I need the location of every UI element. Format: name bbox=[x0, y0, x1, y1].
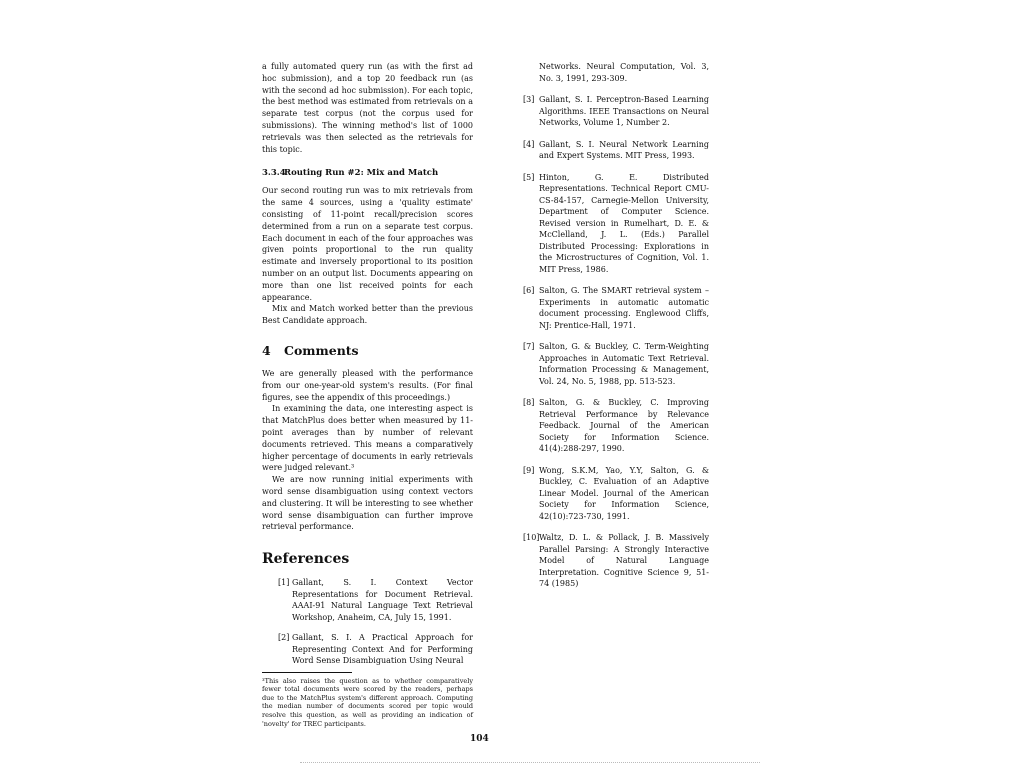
reference-text: Gallant, S. I. Context Vector Representations for Document Retrieval. AAAI-91 Natural Language Text Retrieval Workshop, Anaheim, CA, July 15, 1991. bbox=[292, 578, 473, 622]
subsection-heading bbox=[262, 168, 473, 178]
subsection-title: Routing Run #2: Mix and Match bbox=[284, 168, 439, 179]
comments-paragraph-1: We are generally pleased with the performance from our one-year-old system's results. (For final figures, see the appendix of this proceedings.) bbox=[262, 368, 473, 402]
reference-item bbox=[523, 172, 709, 276]
reference-text: Gallant, S. I. A Practical Approach for Representing Context And for Performing Word Sense Disambiguation Using Neural bbox=[292, 633, 473, 666]
references-heading: References bbox=[262, 551, 350, 568]
section-title: Comments bbox=[284, 342, 359, 358]
reference-continuation bbox=[523, 61, 709, 84]
reference-item bbox=[262, 632, 473, 667]
comments-paragraph-2: In examining the data, one interesting aspect is that MatchPlus does better when measured by 11-point averages than by number of relevant documents retrieved. This means a comparatively higher percentage of documents in early retrievals were judged relevant.³ bbox=[262, 404, 473, 473]
subsection-paragraph-1: Our second routing run was to mix retrievals from the same 4 sources, using a 'quality estimate' consisting of 11-point recall/precision scores determined from a run on a separate test corpus. Each document in each of the four approaches was given points proportional to the run quality estimate and inversely proportional to its position number on an output list. Documents appearing on more than one list received points for each appearance. bbox=[262, 186, 473, 302]
reference-number: [5] bbox=[523, 172, 535, 182]
reference-number: [9] bbox=[523, 465, 535, 475]
reference-item bbox=[523, 285, 709, 331]
reference-item bbox=[262, 577, 473, 623]
intro-paragraph: a fully automated query run (as with the first ad hoc submission), and a top 20 feedback run (as with the second ad hoc submission). For each topic, the best method was estimated from retrievals on a separate test corpus (not the corpus used for submissions). The winning method's list of 1000 retrievals was then selected as the retrievals for this topic. bbox=[262, 62, 473, 154]
reference-number: [8] bbox=[523, 398, 535, 407]
reference-text: Gallant, S. I. Perceptron-Based Learning Algorithms. IEEE Transactions on Neural Networks, Volume 1, Number 2. bbox=[539, 95, 709, 127]
footnote: ³This also raises the question as to whether comparatively fewer total documents were scored by the readers, perhaps due to the MatchPlus system's different approach. Computing the median number of documents scored per topic would resolve this question, as well as providing an indication of 'novelty' for TREC participants. bbox=[262, 676, 473, 728]
reference-number: [2] bbox=[278, 633, 290, 643]
reference-text: Salton, G. The SMART retrieval system – Experiments in automatic automatic document processing. Englewood Cliffs, NJ: Prentice-Hall, 1971. bbox=[539, 286, 709, 330]
reference-text: Networks. Neural Computation, Vol. 3, No. 3, 1991, 293-309. bbox=[539, 62, 709, 83]
reference-text: Wong, S.K.M, Yao, Y.Y, Salton, G. & Buckley, C. Evaluation of an Adaptive Linear Model. Journal of the American Society for Information Science, 42(10):723-730, 1991. bbox=[539, 465, 709, 521]
section-heading bbox=[262, 343, 473, 358]
section-number: 4 bbox=[262, 342, 271, 358]
page-number: 104 bbox=[470, 734, 489, 744]
reference-number: [1] bbox=[278, 578, 290, 588]
scan-edge-divider bbox=[300, 762, 760, 764]
reference-item bbox=[523, 532, 709, 590]
reference-text: Salton, G. & Buckley, C. Improving Retrieval Performance by Relevance Feedback. Journal of the American Society for Information Science. 41(4):288-297, 1990. bbox=[539, 398, 709, 453]
left-column bbox=[262, 61, 473, 728]
reference-text: Waltz, D. L. & Pollack, J. B. Massively Parallel Parsing: A Strongly Interactive Model of Natural Language Interpretation. Cognitive Science 9, 51-74 (1985) bbox=[539, 533, 709, 588]
reference-text: Salton, G. & Buckley, C. Term-Weighting Approaches in Automatic Text Retrieval. Information Processing & Management, Vol. 24, No. 5, 1988, pp. 513-523. bbox=[539, 342, 709, 386]
subsection-paragraph-2: Mix and Match worked better than the previous Best Candidate approach. bbox=[262, 304, 473, 326]
reference-item bbox=[523, 341, 709, 387]
reference-text: Gallant, S. I. Neural Network Learning and Expert Systems. MIT Press, 1993. bbox=[539, 139, 709, 160]
reference-item bbox=[523, 94, 709, 129]
reference-number: [6] bbox=[523, 286, 535, 295]
reference-text: Hinton, G. E. Distributed Representations. Technical Report CMU-CS-84-157, Carnegie-Mellon University, Department of Computer Science. Revised version in Rumelhart, D. E. & McClelland, J. L. (Eds.) Parallel Distributed Processing: Explorations in the Microstructures of Cognition, Vol. 1. MIT Press, 1986. bbox=[539, 172, 709, 274]
reference-item bbox=[523, 397, 709, 455]
footnote-rule bbox=[262, 672, 352, 673]
right-column bbox=[523, 61, 709, 600]
comments-paragraph-3: We are now running initial experiments with word sense disambiguation using context vectors and clustering. It will be interesting to see whether word sense disambiguation can further improve retrieval performance. bbox=[262, 475, 473, 532]
reference-item bbox=[523, 139, 709, 162]
subsection-number: 3.3.4 bbox=[262, 168, 286, 179]
reference-item bbox=[523, 465, 709, 523]
reference-number: [4] bbox=[523, 139, 535, 149]
reference-number: [3] bbox=[523, 95, 535, 104]
reference-number: [10] bbox=[523, 533, 540, 542]
reference-number: [7] bbox=[523, 342, 535, 351]
